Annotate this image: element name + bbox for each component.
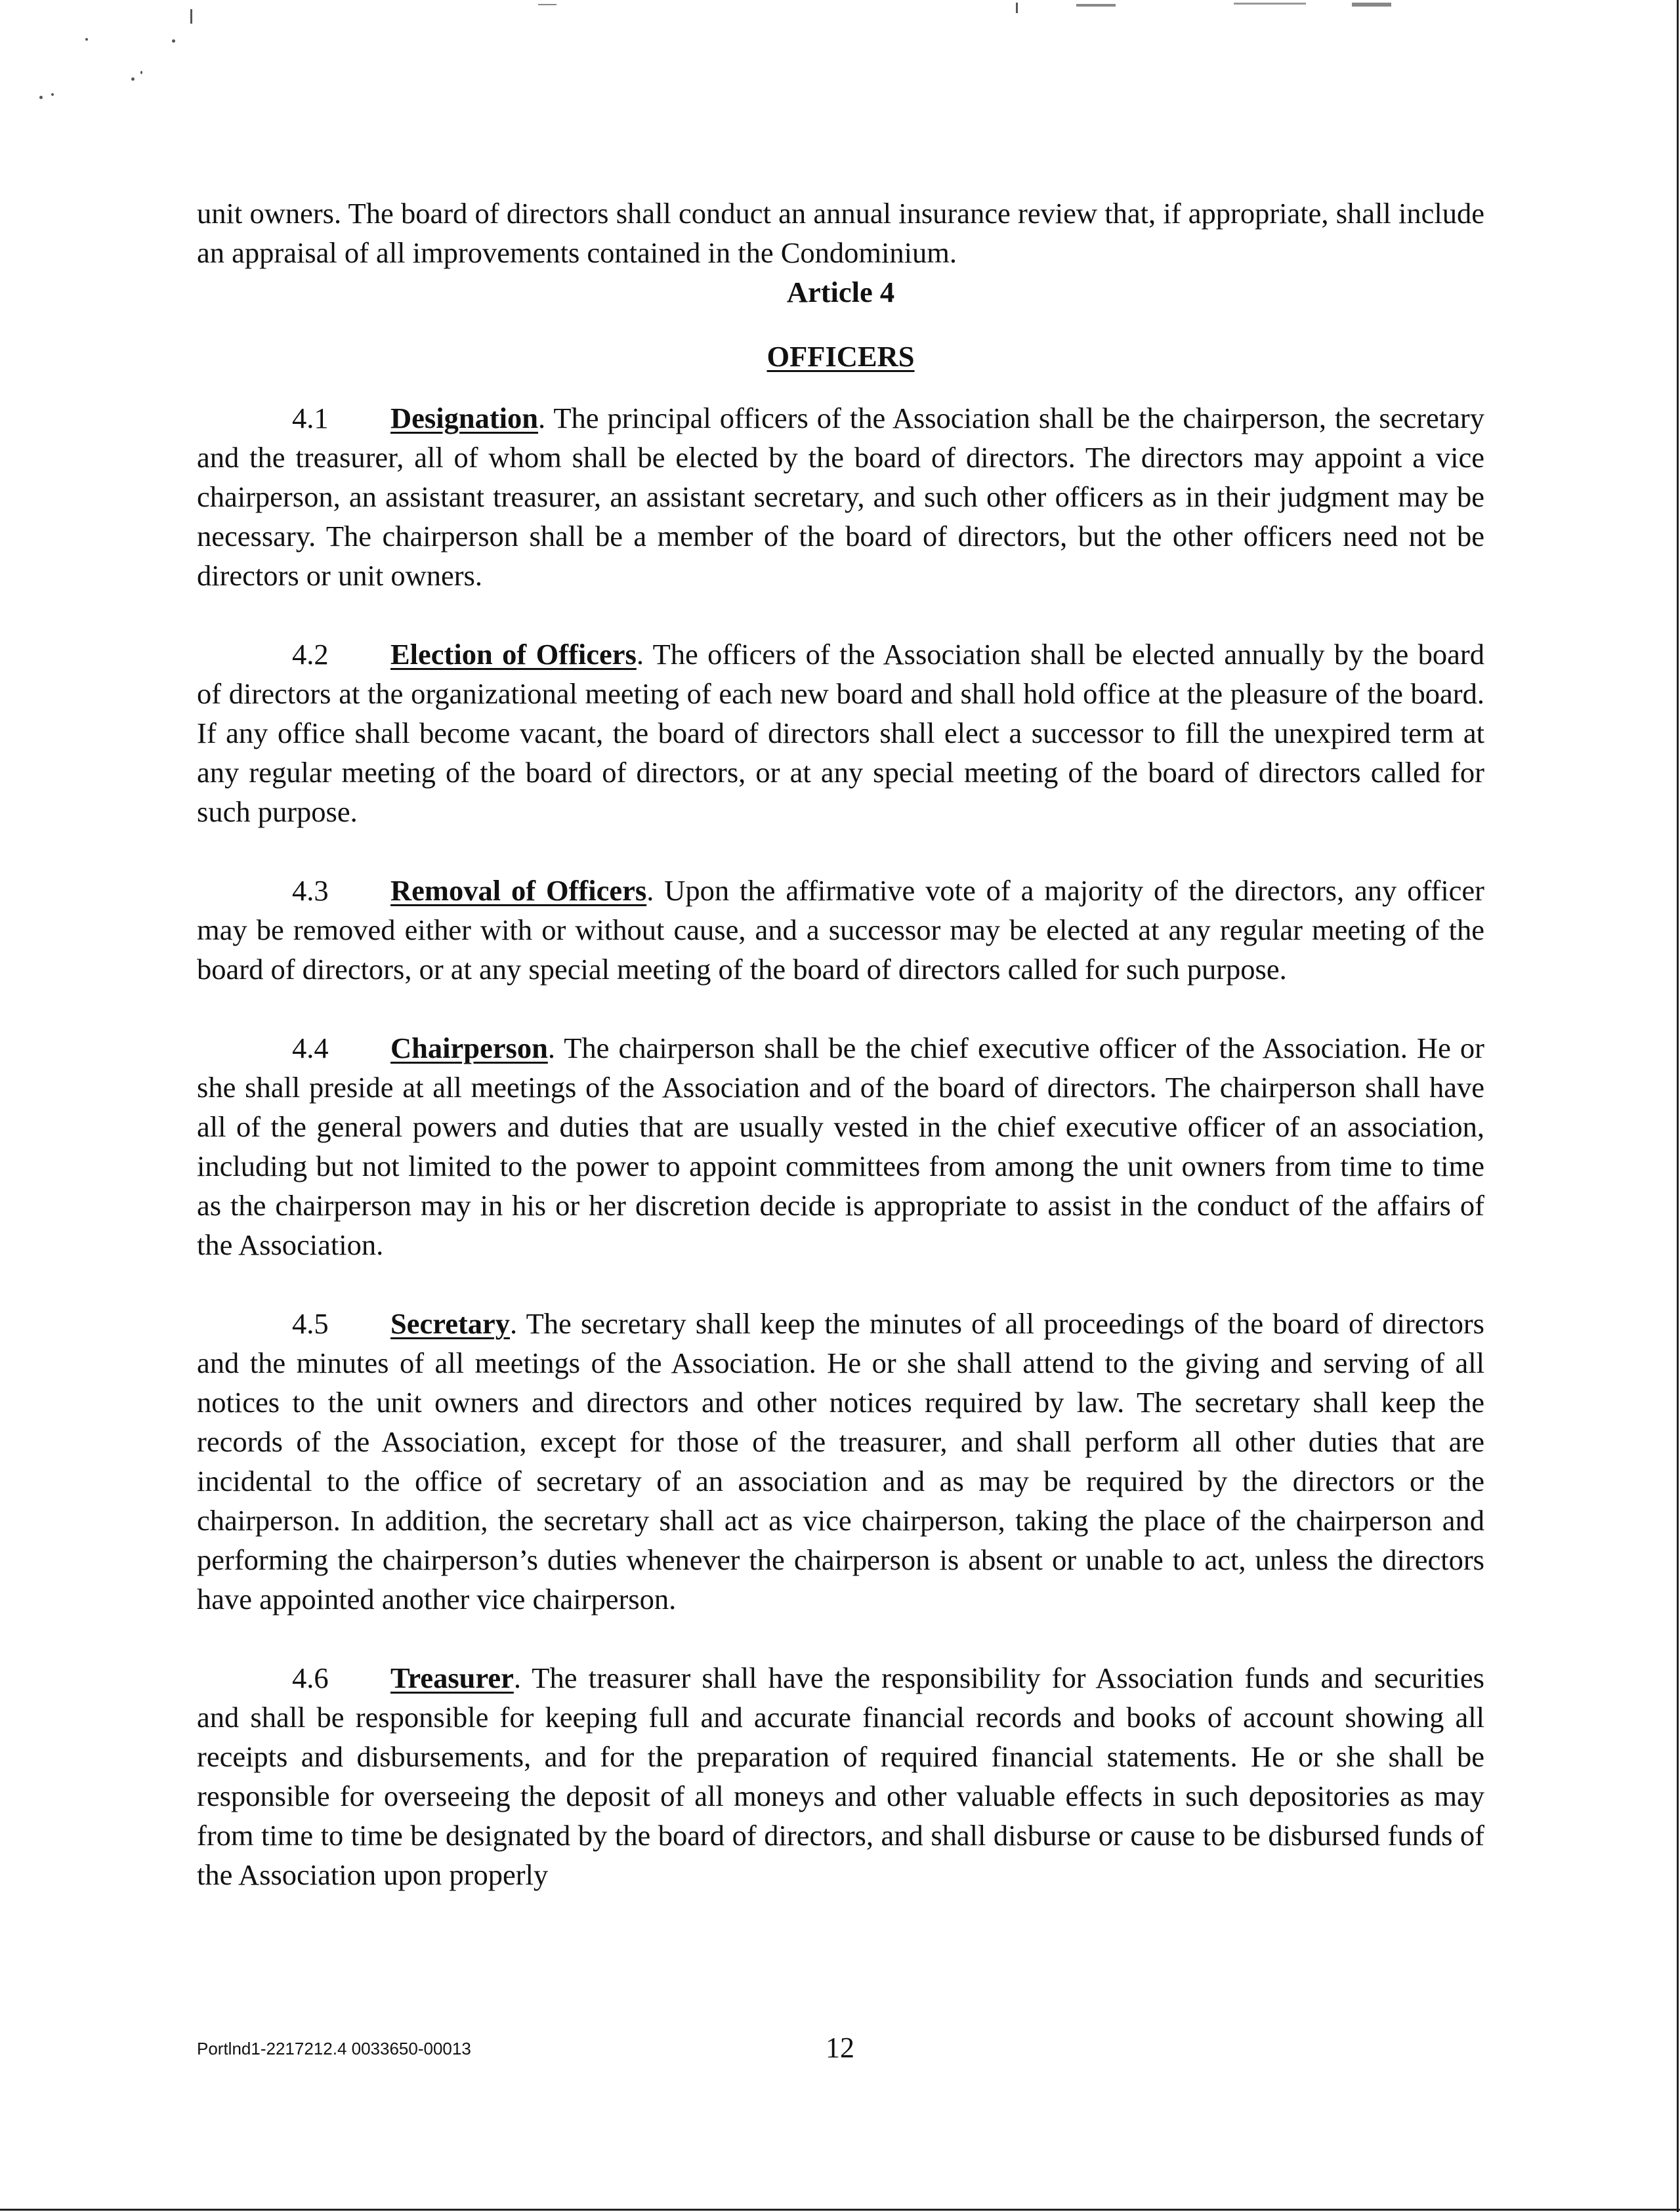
section-number: 4.3 [292,874,329,907]
section-4-1 [197,398,1484,595]
scan-speck [538,4,556,5]
scan-speck [131,77,135,81]
article-subtitle: OFFICERS [766,340,915,373]
document-footer-id: Portlnd1-2217212.4 0033650-00013 [197,2039,471,2058]
intro-paragraph: unit owners. The board of directors shall conduct an annual insurance review that, if appropriate, shall include an appraisal of all improvements contained in the Condominium. [197,197,1484,269]
section-text: . The secretary shall keep the minutes of all proceedings of the board of directors and the minutes of all meetings of the Association. He or she shall attend to the giving and serving of all notices to the unit owners and directors and other notices required by law. The secretary shall keep the records of the Association, except for those of the treasurer, and shall perform all other duties that are incidental to the office of secretary of an association and as may be required by the directors or the chairperson. In addition, the secretary shall act as vice chairperson, taking the place of the chairperson and performing the chairperson’s duties whenever the chairperson is absent or unable to act, unless the directors have appointed another vice chairperson. [197,1307,1484,1616]
scan-speck [140,71,142,74]
scan-speck [39,96,43,99]
scan-speck [1234,3,1306,5]
section-4-4 [197,1028,1484,1264]
scan-speck [1076,4,1116,7]
section-4-6 [197,1658,1484,1894]
section-number: 4.5 [292,1307,329,1340]
scan-speck [51,93,54,96]
document-body [197,194,1484,1894]
section-number: 4.4 [292,1032,329,1064]
page-number: 12 [826,2032,854,2064]
article-title: Article 4 [786,276,895,308]
scan-border-right [1677,0,1679,2212]
section-title: Secretary [390,1307,511,1340]
scan-border-bottom [0,2209,1680,2211]
section-4-5 [197,1304,1484,1619]
section-text: . The chairperson shall be the chief executive officer of the Association. He or she shall preside at all meetings of the Association and of the board of directors. The chairperson shall have all of the general powers and duties that are usually vested in the chief executive officer of an association, including but not limited to the power to appoint committees from among the unit owners from time to time as the chairperson may in his or her discretion decide is appropriate to assist in the conduct of the affairs of the Association. [197,1032,1484,1261]
section-text: . Upon the affirmative vote of a majority of the directors, any officer may be removed either with or without cause, and a successor may be elected at any regular meeting of the board of directors, or at any special meeting of the board of directors called for such purpose. [197,874,1484,986]
section-title: Election of Officers [390,638,637,671]
section-number: 4.1 [292,402,329,434]
scan-speck [1352,3,1391,7]
section-title: Designation [390,402,538,434]
scan-speck [172,39,175,43]
section-title: Chairperson [390,1032,548,1064]
section-title: Treasurer [390,1661,514,1694]
section-title: Removal of Officers [390,874,647,907]
section-number: 4.2 [292,638,329,671]
section-4-2 [197,635,1484,831]
section-text: . The treasurer shall have the responsibility for Association funds and securities and shall be responsible for keeping full and accurate financial records and books of account showing all receipts and disbursements, and for the preparation of required financial statements. He or she shall be responsible for overseeing the deposit of all moneys and other valuable effects in such depositories as may from time to time be designated by the board of directors, and shall disburse or cause to be disbursed funds of the Association upon properly [197,1661,1484,1891]
section-4-3 [197,871,1484,989]
section-text: . The officers of the Association shall be elected annually by the board of directors at the organizational meeting of each new board and shall hold office at the pleasure of the board. If any office shall become vacant, the board of directors shall elect a successor to fill the unexpired term at any regular meeting of the board of directors, or at any special meeting of the board of directors called for such purpose. [197,638,1484,828]
section-number: 4.6 [292,1661,329,1694]
scan-speck [85,38,88,41]
section-text: . The principal officers of the Association shall be the chairperson, the secretary and the treasurer, all of whom shall be elected by the board of directors. The directors may appoint a vice chairperson, an assistant treasurer, an assistant secretary, and such other officers as in their judgment may be necessary. The chairperson shall be a member of the board of directors, but the other officers need not be directors or unit owners. [197,402,1484,592]
scan-speck [1016,3,1018,13]
scan-speck [190,9,192,24]
